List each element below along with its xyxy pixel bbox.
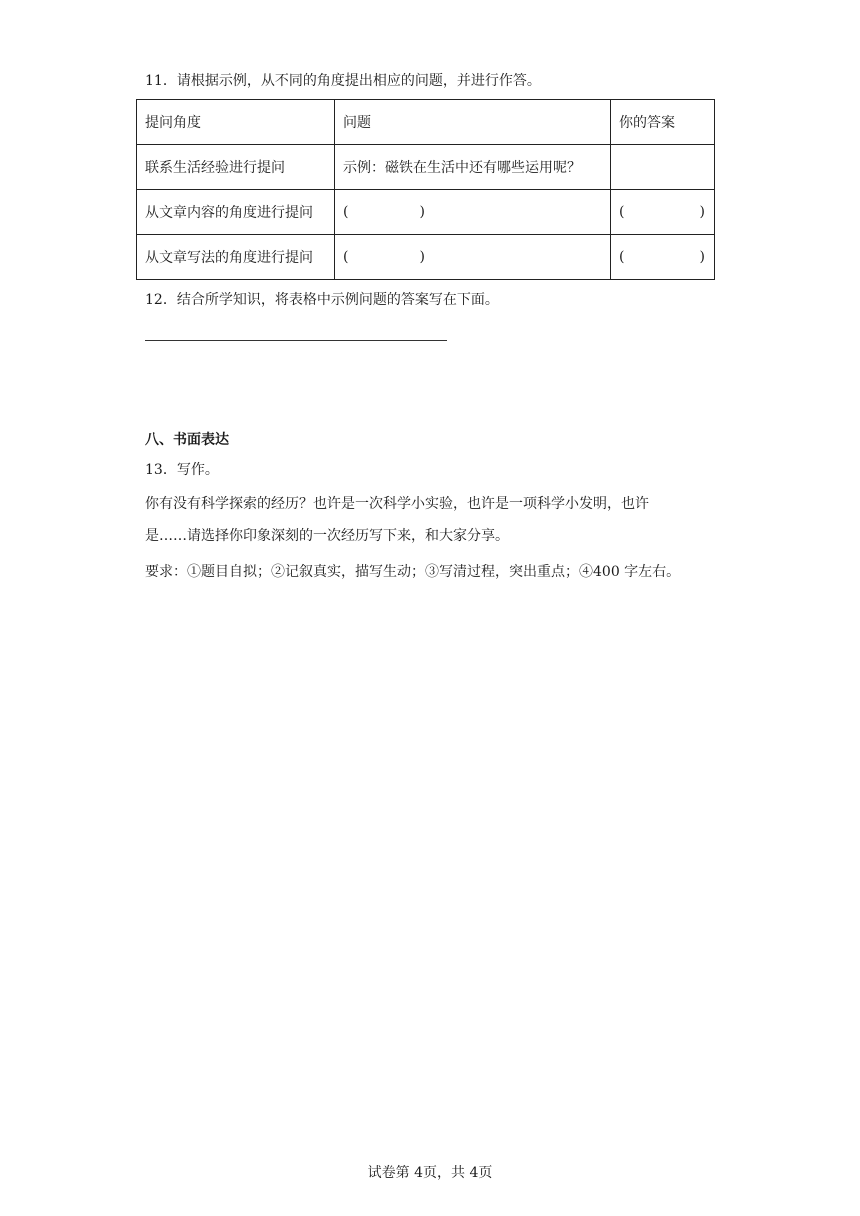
open-paren: ( [619,204,625,220]
question-11-text: 11．请根据示例，从不同的角度提出相应的问题，并进行作答。 [145,73,541,89]
question-blank-cell[interactable] [335,190,611,235]
angle-cell: 从文章内容的角度进行提问 [137,190,335,235]
writing-requirements: 要求：①题目自拟；②记叙真实，描写生动；③写清过程，突出重点；④400 字左右。 [145,564,681,580]
close-paren: ) [419,204,425,220]
open-paren: ( [343,204,349,220]
table-header-row [137,100,715,145]
question-12-text: 12．结合所学知识，将表格中示例问题的答案写在下面。 [145,292,499,308]
answer-line[interactable] [145,340,447,341]
table-header-cell: 你的答案 [611,100,715,145]
angle-cell: 联系生活经验进行提问 [137,145,335,190]
answer-blank-cell[interactable] [611,190,715,235]
close-paren: ) [419,249,425,265]
table-header-cell: 提问角度 [137,100,335,145]
writing-prompt-line-2: 是……请选择你印象深刻的一次经历写下来，和大家分享。 [145,528,509,544]
table-header-cell: 问题 [335,100,611,145]
answer-blank-cell[interactable] [611,145,715,190]
question-blank-cell[interactable] [335,235,611,280]
open-paren: ( [343,249,349,265]
section-heading: 八、书面表达 [145,432,229,448]
answer-blank-cell[interactable] [611,235,715,280]
writing-prompt-line-1: 你有没有科学探索的经历？也许是一次科学小实验，也许是一项科学小发明，也许 [145,496,649,512]
open-paren: ( [619,249,625,265]
page-footer: 试卷第 4页，共 4页 [367,1165,493,1181]
question-table [136,99,715,280]
table-row [137,145,715,190]
close-paren: ) [699,249,705,265]
table-row [137,235,715,280]
close-paren: ) [699,204,705,220]
example-question-cell: 示例：磁铁在生活中还有哪些运用呢？ [335,145,611,190]
table-row [137,190,715,235]
question-13-label: 13．写作。 [145,462,219,478]
angle-cell: 从文章写法的角度进行提问 [137,235,335,280]
